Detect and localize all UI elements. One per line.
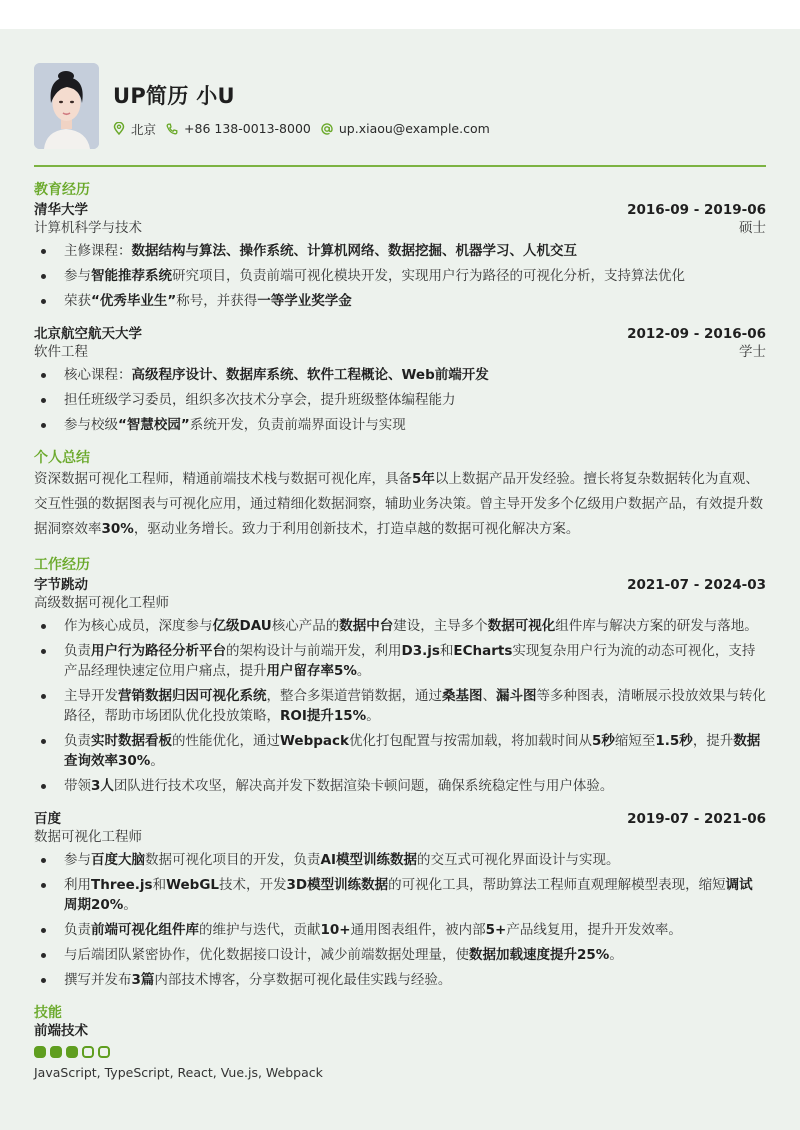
company-name: 字节跳动: [34, 577, 88, 593]
summary-text: 资深数据可视化工程师，精通前端技术栈与数据可视化库，具备5年以上数据产品开发经验。擅长将复杂数据转化为直观、交互性强的数据图表与可视化应用，通过精细化数据洞察，辅助业务决策。曾主导开发多个亿级用户数据产品，有效提升数据洞察效率30%，驱动业务增长。致力于利用创新技术，打造卓越的数据可视化解决方案。: [34, 471, 763, 537]
skill-dot-filled-icon: [66, 1046, 78, 1058]
education-entry: [34, 201, 766, 311]
bullet-item: 负责前端可视化组件库的维护与迭代，贡献10+通用图表组件，被内部5+产品线复用，提升开发效率。: [34, 920, 766, 940]
bullet-item: 负责实时数据看板的性能优化，通过Webpack优化打包配置与按需加载，将加载时间从5秒缩短至1.5秒，提升数据查询效率30%。: [34, 731, 766, 771]
section-title-skills: 技能: [34, 1005, 62, 1021]
bullet-item: 荣获“优秀毕业生”称号，并获得一等学业奖学金: [34, 291, 766, 311]
school-name: 清华大学: [34, 202, 88, 218]
skill-dot-empty-icon: [82, 1046, 94, 1058]
work-period: 2019-07 - 2021-06: [627, 811, 766, 827]
contact-location-text: 北京: [131, 121, 157, 137]
contact-phone: [166, 121, 311, 136]
work-bullets: [34, 850, 766, 990]
work-bullets: [34, 616, 766, 796]
education-period: 2016-09 - 2019-06: [627, 202, 766, 218]
skills-section: [34, 1004, 766, 1080]
education-entry: [34, 325, 766, 435]
contact-phone-text[interactable]: +86 138-0013-8000: [184, 121, 311, 136]
education-period: 2012-09 - 2016-06: [627, 326, 766, 342]
at-email-icon: [321, 123, 333, 135]
education-section: [34, 181, 766, 435]
bullet-item: 参与百度大脑数据可视化项目的开发，负责AI模型训练数据的交互式可视化界面设计与实现。: [34, 850, 766, 870]
work-entry: [34, 576, 766, 796]
top-margin: [0, 0, 800, 29]
portrait-photo-icon: [34, 63, 99, 149]
location-pin-icon: [113, 122, 125, 135]
resume-header: [34, 29, 766, 149]
contact-location: [113, 120, 156, 138]
phone-icon: [166, 123, 178, 135]
skill-dot-filled-icon: [50, 1046, 62, 1058]
bullet-item: 参与校级“智慧校园”系统开发，负责前端界面设计与实现: [34, 415, 766, 435]
work-period: 2021-07 - 2024-03: [627, 577, 766, 593]
work-section: [34, 556, 766, 990]
bullet-item: 利用Three.js和WebGL技术，开发3D模型训练数据的可视化工具，帮助算法工程师直观理解模型表现，缩短调试周期20%。: [34, 875, 766, 915]
bullet-item: 作为核心成员，深度参与亿级DAU核心产品的数据中台建设，主导多个数据可视化组件库与解决方案的研发与落地。: [34, 616, 766, 636]
bullet-item: 主导开发营销数据归因可视化系统，整合多渠道营销数据，通过桑基图、漏斗图等多种图表，清晰展示投放效果与转化路径，帮助市场团队优化投放策略，ROI提升15%。: [34, 686, 766, 726]
header-divider: [34, 165, 766, 167]
candidate-name: UP简历 小U: [113, 83, 235, 108]
section-title-work: 工作经历: [34, 557, 90, 573]
bullet-item: 主修课程：数据结构与算法、操作系统、计算机网络、数据挖掘、机器学习、人机交互: [34, 241, 766, 261]
section-title-education: 教育经历: [34, 182, 90, 198]
major: 软件工程: [34, 344, 88, 360]
school-name: 北京航空航天大学: [34, 326, 142, 342]
skill-name: 前端技术: [34, 1023, 88, 1039]
bullet-item: 负责用户行为路径分析平台的架构设计与前端开发，利用D3.js和ECharts实现复杂用户行为流的动态可视化，支持产品经理快速定位用户痛点，提升用户留存率5%。: [34, 641, 766, 681]
bullet-item: 参与智能推荐系统研究项目，负责前端可视化模块开发，实现用户行为路径的可视化分析，支持算法优化: [34, 266, 766, 286]
skill-keywords: JavaScript, TypeScript, React, Vue.js, Webpack: [34, 1065, 323, 1080]
summary-section: [34, 449, 766, 542]
skill-level-rating: [34, 1046, 766, 1058]
bullet-item: 带领3人团队进行技术攻坚，解决高并发下数据渲染卡顿问题，确保系统稳定性与用户体验。: [34, 776, 766, 796]
education-bullets: [34, 241, 766, 311]
work-entry: [34, 810, 766, 990]
bullet-item: 担任班级学习委员，组织多次技术分享会，提升班级整体编程能力: [34, 390, 766, 410]
contact-email-text[interactable]: up.xiaou@example.com: [338, 121, 490, 136]
education-bullets: [34, 365, 766, 435]
skill-dot-filled-icon: [34, 1046, 46, 1058]
company-name: 百度: [34, 811, 61, 827]
skill-dot-empty-icon: [98, 1046, 110, 1058]
bullet-item: 撰写并发布3篇内部技术博客，分享数据可视化最佳实践与经验。: [34, 970, 766, 990]
contact-email: [321, 121, 490, 136]
bullet-item: 与后端团队紧密协作，优化数据接口设计，减少前端数据处理量，使数据加载速度提升25%。: [34, 945, 766, 965]
major: 计算机科学与技术: [34, 220, 142, 236]
section-title-summary: 个人总结: [34, 450, 90, 466]
avatar: [34, 63, 99, 149]
job-title: 高级数据可视化工程师: [34, 595, 169, 611]
bullet-item: 核心课程：高级程序设计、数据库系统、软件工程概论、Web前端开发: [34, 365, 766, 385]
contact-info: [113, 120, 500, 138]
degree: 硕士: [739, 220, 766, 236]
job-title: 数据可视化工程师: [34, 829, 142, 845]
resume-page: [0, 29, 800, 1130]
degree: 学士: [739, 344, 766, 360]
skill-item: [34, 1022, 766, 1080]
